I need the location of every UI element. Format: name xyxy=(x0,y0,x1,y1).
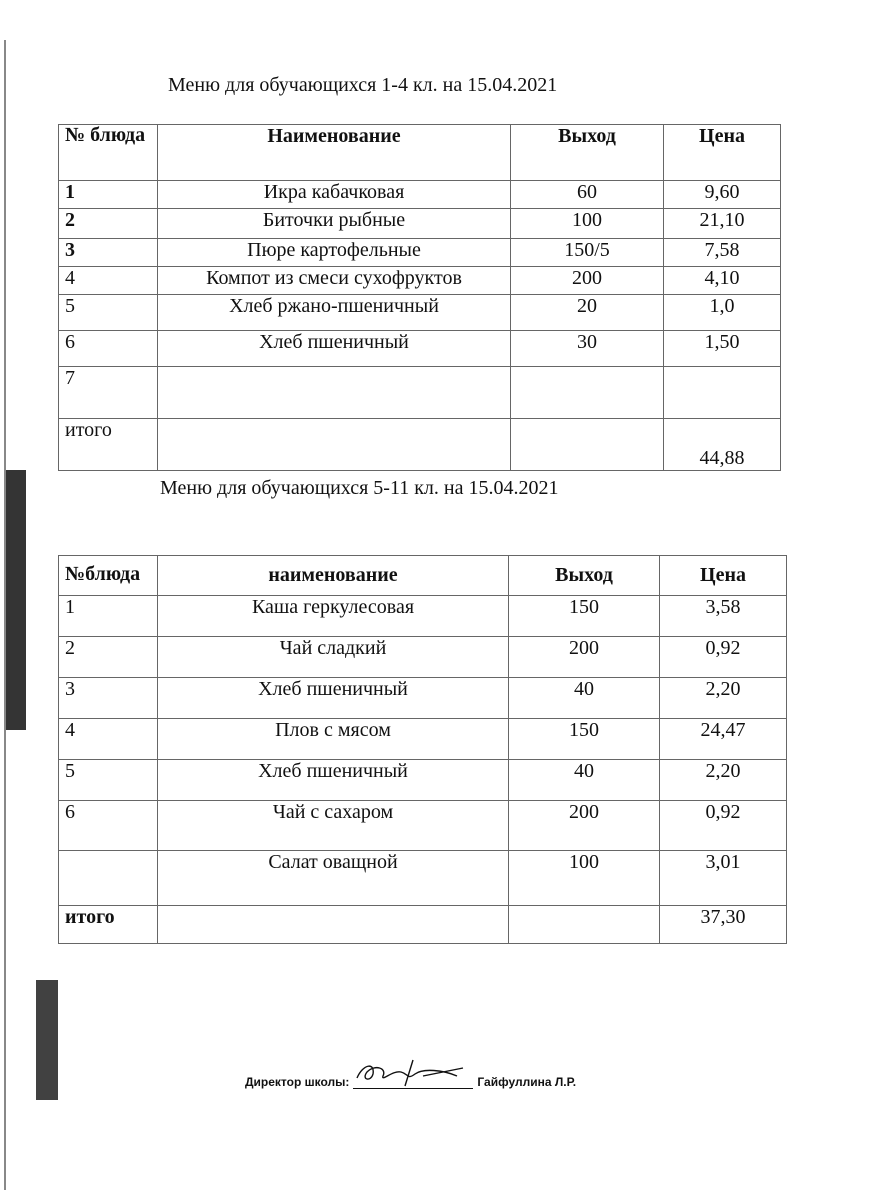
table-header-row xyxy=(59,556,787,596)
dish-price: 1,50 xyxy=(664,331,781,367)
director-label: Директор школы: xyxy=(245,1075,350,1089)
dish-number: 5 xyxy=(59,760,158,801)
dish-output: 60 xyxy=(511,181,664,209)
total-name-empty xyxy=(158,906,509,944)
table-row xyxy=(59,801,787,851)
dish-price: 7,58 xyxy=(664,239,781,267)
dish-number: 2 xyxy=(59,209,158,239)
table-row xyxy=(59,239,781,267)
director-signature-row xyxy=(245,1070,576,1089)
dish-output: 30 xyxy=(511,331,664,367)
total-name-empty xyxy=(158,419,511,471)
header-price: Цена xyxy=(660,556,787,596)
dish-output: 150 xyxy=(509,596,660,637)
header-dish-number: №блюда xyxy=(59,556,158,596)
dish-output: 100 xyxy=(509,851,660,906)
dish-price: 9,60 xyxy=(664,181,781,209)
dish-price: 3,01 xyxy=(660,851,787,906)
dish-price: 2,20 xyxy=(660,760,787,801)
table-row xyxy=(59,267,781,295)
dish-name: Хлеб пшеничный xyxy=(158,760,509,801)
table-row xyxy=(59,760,787,801)
dish-price: 0,92 xyxy=(660,637,787,678)
dish-name xyxy=(158,367,511,419)
dish-number xyxy=(59,851,158,906)
table-row xyxy=(59,295,781,331)
dish-price: 0,92 xyxy=(660,801,787,851)
director-name: Гайфуллина Л.Р. xyxy=(477,1075,577,1089)
dish-price: 1,0 xyxy=(664,295,781,331)
header-output: Выход xyxy=(509,556,660,596)
dish-number: 1 xyxy=(59,596,158,637)
header-output: Выход xyxy=(511,125,664,181)
dish-number: 4 xyxy=(59,267,158,295)
menu-table-grades-5-11 xyxy=(58,555,787,944)
table-row xyxy=(59,331,781,367)
dish-output: 200 xyxy=(509,637,660,678)
dish-price xyxy=(664,367,781,419)
scan-edge-shadow-lower xyxy=(36,980,58,1100)
total-price: 37,30 xyxy=(660,906,787,944)
dish-number: 7 xyxy=(59,367,158,419)
menu-table-grades-1-4 xyxy=(58,124,781,471)
table-row xyxy=(59,596,787,637)
total-row xyxy=(59,419,781,471)
table-row xyxy=(59,678,787,719)
table-row xyxy=(59,851,787,906)
dish-output: 200 xyxy=(509,801,660,851)
dish-output: 40 xyxy=(509,760,660,801)
total-label: итого xyxy=(59,906,158,944)
total-row xyxy=(59,906,787,944)
dish-output: 40 xyxy=(509,678,660,719)
dish-name: Каша геркулесовая xyxy=(158,596,509,637)
header-dish-number: № блюда xyxy=(59,125,158,181)
dish-number: 1 xyxy=(59,181,158,209)
total-label: итого xyxy=(59,419,158,471)
dish-output: 150 xyxy=(509,719,660,760)
dish-number: 4 xyxy=(59,719,158,760)
dish-number: 3 xyxy=(59,239,158,267)
dish-number: 3 xyxy=(59,678,158,719)
header-name: наименование xyxy=(158,556,509,596)
dish-number: 6 xyxy=(59,801,158,851)
dish-output: 100 xyxy=(511,209,664,239)
dish-price: 21,10 xyxy=(664,209,781,239)
dish-number: 6 xyxy=(59,331,158,367)
dish-name: Плов с мясом xyxy=(158,719,509,760)
dish-output: 200 xyxy=(511,267,664,295)
dish-output xyxy=(511,367,664,419)
signature-scribble-icon xyxy=(353,1056,473,1088)
dish-name: Хлеб ржано-пшеничный xyxy=(158,295,511,331)
dish-output: 150/5 xyxy=(511,239,664,267)
dish-name: Салат оващной xyxy=(158,851,509,906)
signature-line xyxy=(353,1070,473,1089)
dish-number: 2 xyxy=(59,637,158,678)
dish-name: Хлеб пшеничный xyxy=(158,331,511,367)
table-row xyxy=(59,181,781,209)
total-output-empty xyxy=(511,419,664,471)
dish-price: 4,10 xyxy=(664,267,781,295)
table-row xyxy=(59,209,781,239)
menu-title-grades-5-11: Меню для обучающихся 5-11 кл. на 15.04.2021 xyxy=(160,477,559,499)
table-row xyxy=(59,719,787,760)
menu-title-grades-1-4: Меню для обучающихся 1-4 кл. на 15.04.2021 xyxy=(168,74,558,96)
dish-number: 5 xyxy=(59,295,158,331)
table-row xyxy=(59,637,787,678)
header-name: Наименование xyxy=(158,125,511,181)
dish-name: Хлеб пшеничный xyxy=(158,678,509,719)
dish-price: 3,58 xyxy=(660,596,787,637)
dish-price: 2,20 xyxy=(660,678,787,719)
total-output-empty xyxy=(509,906,660,944)
dish-name: Икра кабачковая xyxy=(158,181,511,209)
dish-name: Биточки рыбные xyxy=(158,209,511,239)
scan-edge-shadow xyxy=(6,470,26,730)
dish-name: Компот из смеси сухофруктов xyxy=(158,267,511,295)
total-price: 44,88 xyxy=(664,419,781,471)
dish-name: Пюре картофельные xyxy=(158,239,511,267)
dish-name: Чай с сахаром xyxy=(158,801,509,851)
header-price: Цена xyxy=(664,125,781,181)
table-header-row xyxy=(59,125,781,181)
dish-price: 24,47 xyxy=(660,719,787,760)
table-row xyxy=(59,367,781,419)
dish-name: Чай сладкий xyxy=(158,637,509,678)
dish-output: 20 xyxy=(511,295,664,331)
